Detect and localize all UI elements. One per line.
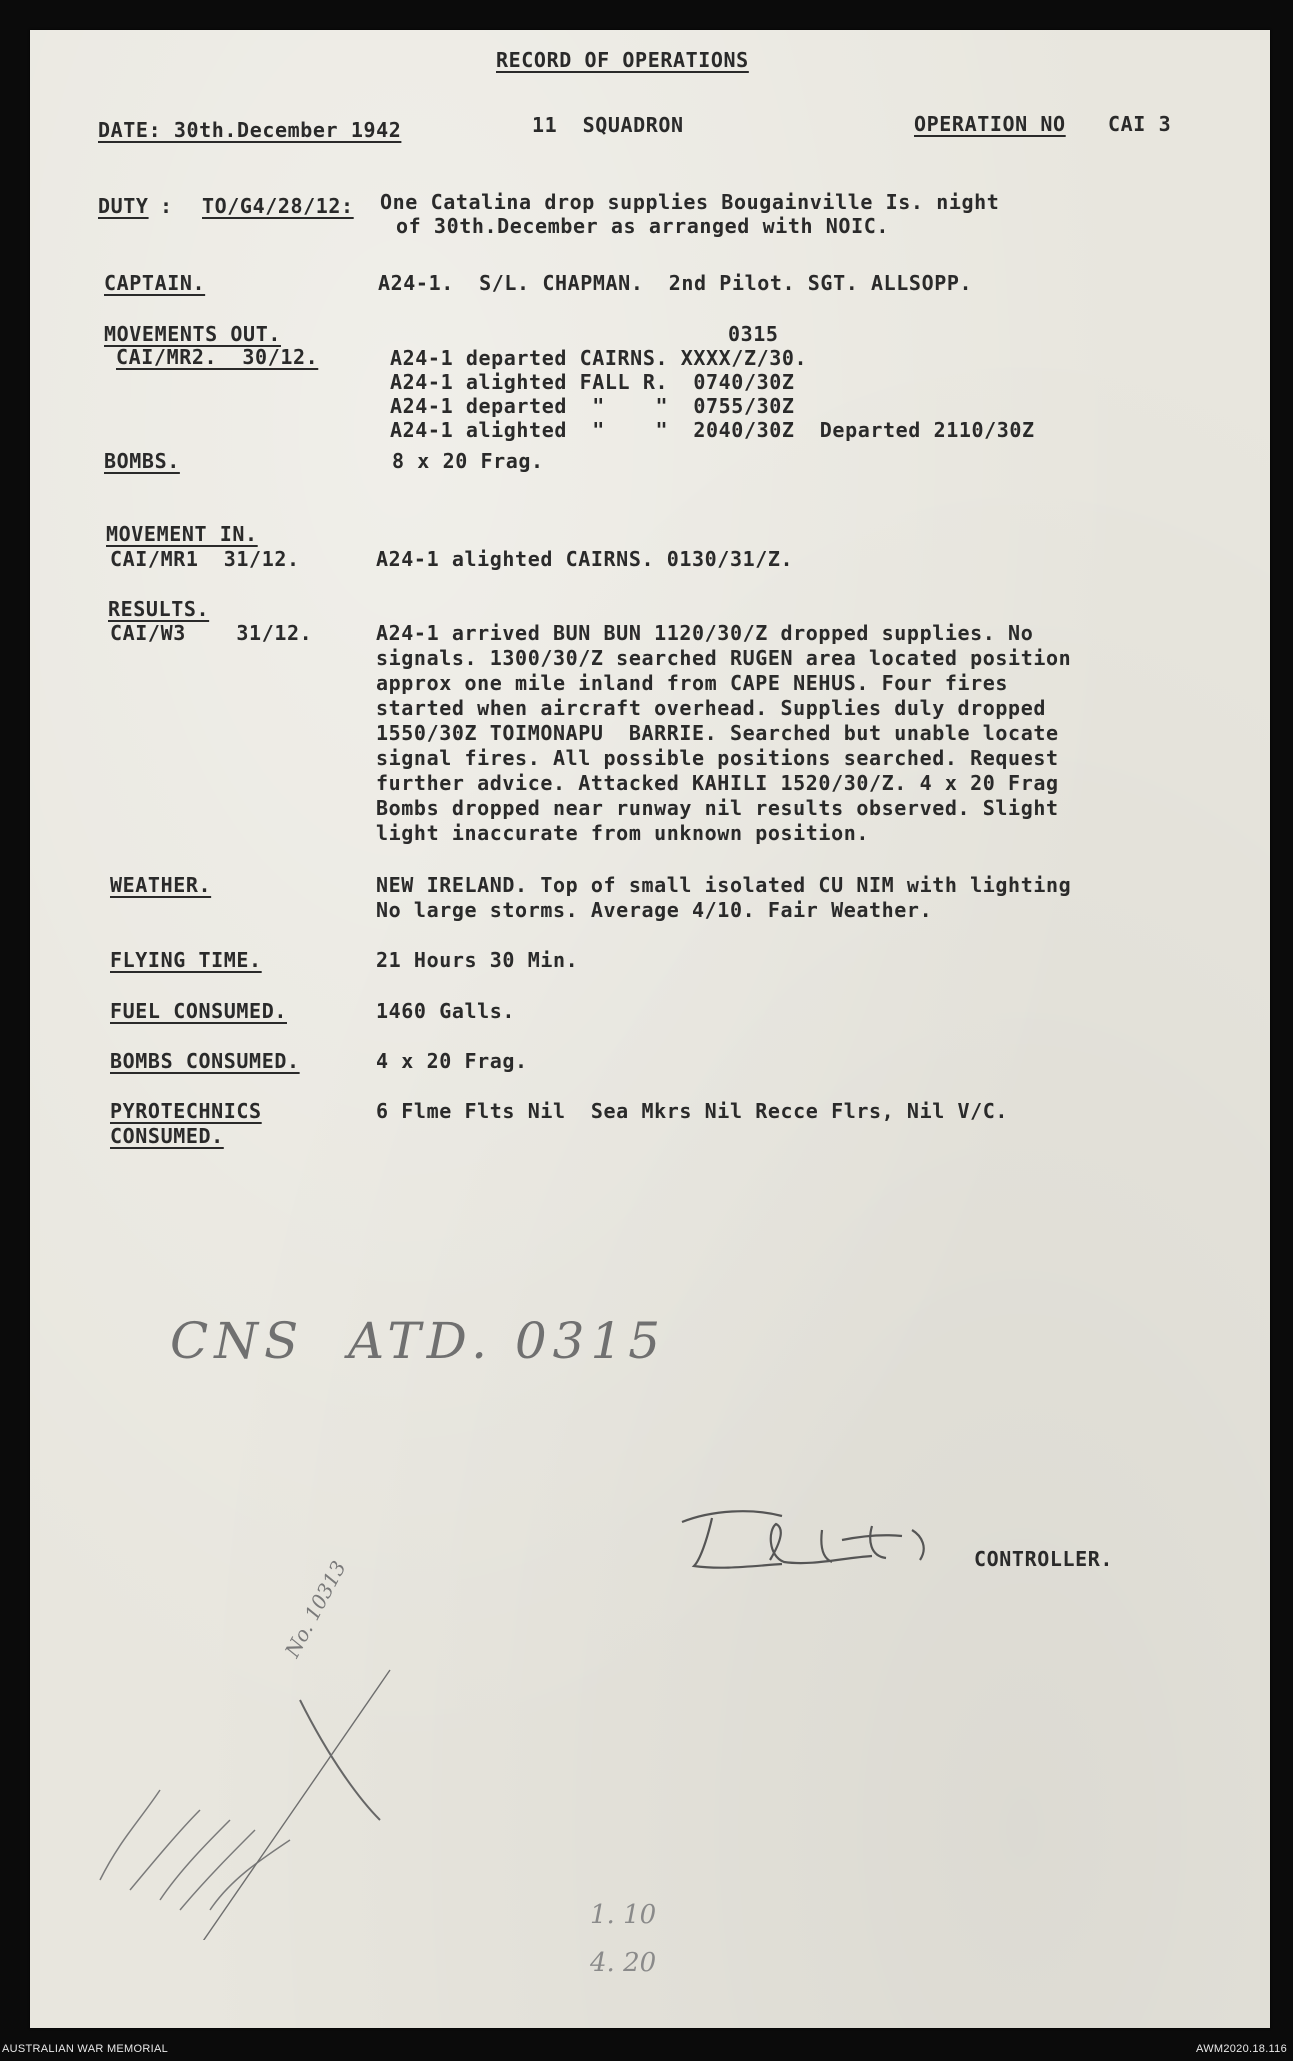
controller-label: CONTROLLER. [974,1547,1114,1571]
weather-line-1: NEW IRELAND. Top of small isolated CU NIM with lighting [376,873,1072,897]
results-line-5: 1550/30Z TOIMONAPU BARRIE. Searched but unable locate [376,721,1059,745]
movements-out-note: 0315 [728,322,779,346]
movements-out-ref: CAI/MR2. 30/12. [116,345,319,369]
captain-value: A24-1. S/L. CHAPMAN. 2nd Pilot. SGT. ALLSOPP. [378,271,973,295]
margin-annotation [60,1640,400,1940]
duty-ref: TO/G4/28/12: [202,194,354,218]
movements-out-line-4: A24-1 alighted " " 2040/30Z Departed 2110/30Z [390,418,1035,442]
results-line-4: started when aircraft overhead. Supplies duly dropped [376,696,1046,720]
bombs-value: 8 x 20 Frag. [392,449,544,473]
duty-line-1: One Catalina drop supplies Bougainville Is. night [380,190,1000,214]
movements-out-line-2: A24-1 alighted FALL R. 0740/30Z [390,370,795,394]
controller-signature [672,1500,992,1580]
duty-label: DUTY [98,194,149,218]
results-line-3: approx one mile inland from CAPE NEHUS. Four fires [376,671,1009,695]
operation-label: OPERATION NO [914,112,1066,136]
movement-in-value: A24-1 alighted CAIRNS. 0130/31/Z. [376,547,794,571]
fuel-value: 1460 Galls. [376,999,516,1023]
movements-out-line-1: A24-1 departed CAIRNS. XXXX/Z/30. [390,346,808,370]
results-label: RESULTS. [108,597,210,621]
document-title: RECORD OF OPERATIONS [496,48,749,72]
results-line-1: A24-1 arrived BUN BUN 1120/30/Z dropped supplies. No [376,621,1034,645]
handwritten-departure-note: CNS ATD. 0315 [170,1312,667,1370]
bottom-note-2: 4. 20 [590,1948,657,1978]
record-date: DATE: 30th.December 1942 [98,118,402,142]
footer-source: AUSTRALIAN WAR MEMORIAL [2,2043,169,2055]
operation-number: CAI 3 [1108,112,1172,136]
movements-out-line-3: A24-1 departed " " 0755/30Z [390,394,795,418]
duty-colon: : [160,194,173,218]
flying-time-value: 21 Hours 30 Min. [376,948,579,972]
bombs-consumed-label: BOMBS CONSUMED. [110,1049,300,1073]
pyrotechnics-label-2: CONSUMED. [110,1124,224,1148]
pyrotechnics-label: PYROTECHNICS [110,1099,262,1123]
margin-number-note: No. 10313 [280,1556,351,1662]
movement-in-label: MOVEMENT IN. [106,522,258,546]
flying-time-label: FLYING TIME. [110,948,262,972]
duty-line-2: of 30th.December as arranged with NOIC. [396,214,889,238]
results-line-8: Bombs dropped near runway nil results observed. Slight [376,796,1059,820]
results-ref: CAI/W3 31/12. [110,621,313,645]
results-line-9: light inaccurate from unknown position. [376,821,869,845]
pyrotechnics-value: 6 Flme Flts Nil Sea Mkrs Nil Recce Flrs, Nil V/C. [376,1099,1009,1123]
bombs-consumed-value: 4 x 20 Frag. [376,1049,528,1073]
movements-out-label: MOVEMENTS OUT. [104,322,281,346]
results-line-7: further advice. Attacked KAHILI 1520/30/Z. 4 x 20 Frag [376,771,1059,795]
footer-accession: AWM2020.18.116 [1195,2043,1287,2055]
movement-in-ref: CAI/MR1 31/12. [110,547,300,571]
weather-line-2: No large storms. Average 4/10. Fair Weather. [376,898,933,922]
fuel-label: FUEL CONSUMED. [110,999,287,1023]
bombs-label: BOMBS. [104,449,180,473]
bottom-note-1: 1. 10 [590,1900,657,1930]
squadron: 11 SQUADRON [532,113,684,137]
results-line-6: signal fires. All possible positions searched. Request [376,746,1059,770]
weather-label: WEATHER. [110,873,212,897]
results-line-2: signals. 1300/30/Z searched RUGEN area located position [376,646,1072,670]
captain-label: CAPTAIN. [104,271,206,295]
